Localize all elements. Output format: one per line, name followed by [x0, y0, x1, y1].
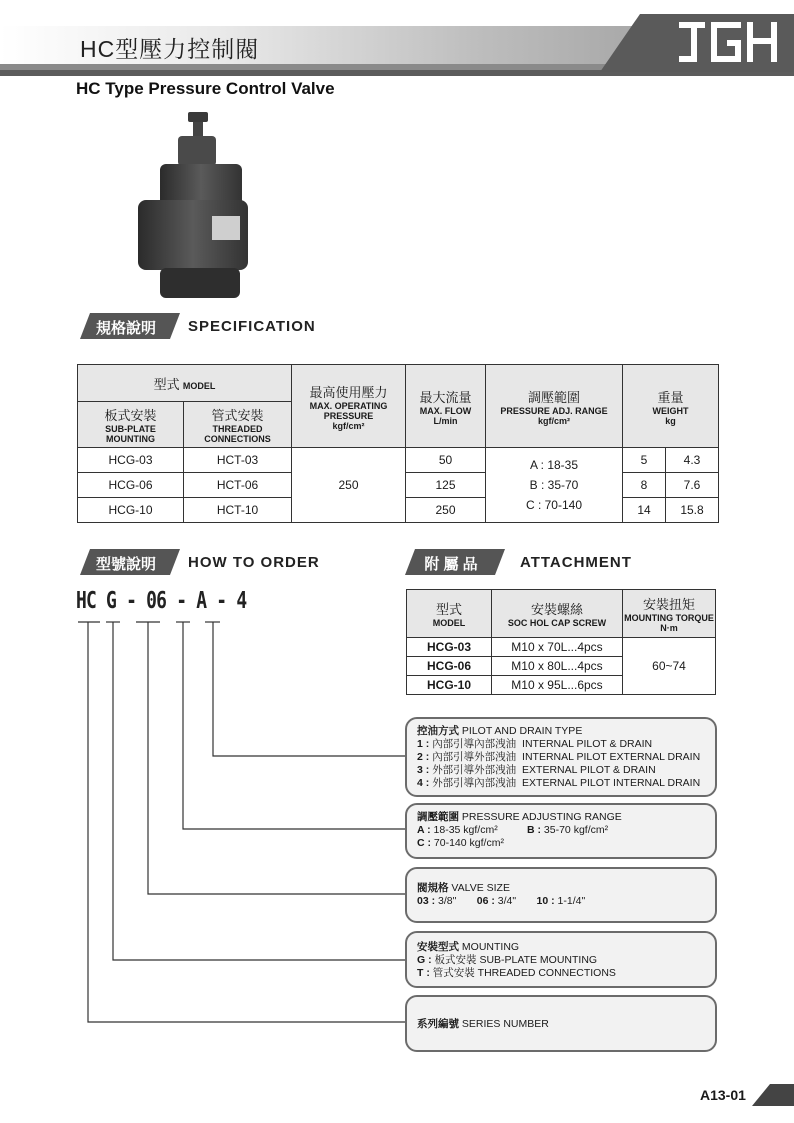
- spec-cell: 7.6: [666, 473, 719, 498]
- att-cell: M10 x 80L...4pcs: [492, 657, 623, 676]
- specification-tag-label: 規格說明: [95, 320, 156, 337]
- mounting-title-zh: 安裝型式: [417, 941, 459, 953]
- spec-flow-unit: L/min: [433, 415, 458, 426]
- callout-pressure-range: [405, 803, 717, 859]
- spec-model-header-en: MODEL: [182, 380, 216, 391]
- pressure-title-en: PRESSURE ADJUSTING RANGE: [461, 811, 622, 823]
- spec-threaded-header-zh: 管式安裝: [211, 408, 264, 423]
- att-torque-header-en: MOUNTING TORQUE: [624, 613, 714, 623]
- spec-cell: 5: [623, 448, 666, 473]
- page-number: A13-01: [700, 1087, 746, 1103]
- mounting-title-en: MOUNTING: [461, 941, 520, 953]
- spec-range-unit: kgf/cm²: [537, 415, 570, 426]
- mounting-g-row: G : 板式安裝 SUB-PLATE MOUNTING: [417, 954, 598, 966]
- callout-mounting: [405, 931, 717, 988]
- series-title-zh: 系列編號: [417, 1018, 459, 1030]
- spec-model-header-zh: 型式: [153, 376, 180, 392]
- spec-cell: 8: [623, 473, 666, 498]
- spec-cell: HCT-03: [184, 448, 292, 473]
- spec-weight-unit: kg: [665, 415, 676, 426]
- spec-pressure-header-en2: PRESSURE: [323, 410, 374, 421]
- spec-range-header-zh: 調壓範圍: [527, 389, 580, 405]
- pressure-title-zh: 調壓範圍: [417, 811, 459, 823]
- att-torque-value: 60~74: [623, 638, 716, 695]
- att-torque-unit: N·m: [660, 623, 678, 633]
- pilot-item: 1 : 內部引導內部洩油 INTERNAL PILOT & DRAIN: [417, 738, 653, 750]
- att-screw-header-en: SOC HOL CAP SCREW: [507, 618, 607, 628]
- spec-flow-header-zh: 最大流量: [419, 389, 472, 405]
- how-to-order-tag-label: 型號說明: [95, 556, 156, 573]
- spec-cell: 15.8: [666, 498, 719, 523]
- pressure-c-row: C : 70-140 kgf/cm²: [417, 837, 504, 849]
- spec-cell: 125: [406, 473, 486, 498]
- size-title-en: VALVE SIZE: [451, 882, 510, 894]
- spec-threaded-header-en1: THREADED: [212, 424, 263, 434]
- pilot-title-zh: 控油方式: [417, 725, 459, 737]
- spec-cell: HCG-06: [78, 473, 184, 498]
- how-to-order-title: HOW TO ORDER: [188, 554, 320, 571]
- spec-cell: HCG-03: [78, 448, 184, 473]
- specification-title: SPECIFICATION: [188, 318, 316, 335]
- spec-pressure-header-zh: 最高使用壓力: [309, 384, 388, 400]
- att-cell: HCG-06: [407, 657, 492, 676]
- att-cell: M10 x 70L...4pcs: [492, 638, 623, 657]
- spec-cell: 50: [406, 448, 486, 473]
- spec-cell: 250: [406, 498, 486, 523]
- spec-range-header-en: PRESSURE ADJ. RANGE: [500, 405, 608, 416]
- spec-subplate-header-en1: SUB-PLATE: [105, 424, 156, 434]
- pilot-item: 3 : 外部引導外部洩油 EXTERNAL PILOT & DRAIN: [417, 764, 656, 776]
- series-title-en: SERIES NUMBER: [461, 1018, 549, 1030]
- pilot-title-en: PILOT AND DRAIN TYPE: [461, 725, 583, 737]
- spec-threaded-header-en2: CONNECTIONS: [204, 434, 271, 444]
- att-cell: M10 x 95L...6pcs: [492, 676, 623, 695]
- spec-pressure-unit: kgf/cm²: [332, 420, 365, 431]
- attachment-title: ATTACHMENT: [520, 554, 632, 571]
- spec-subplate-header-zh: 板式安裝: [104, 408, 157, 423]
- pilot-item: 4 : 外部引導內部洩油 EXTERNAL PILOT INTERNAL DRAIN: [417, 777, 701, 789]
- spec-flow-header-en: MAX. FLOW: [419, 405, 472, 416]
- spec-weight-header-zh: 重量: [657, 389, 684, 405]
- spec-range-a: A : 18-35: [529, 458, 579, 472]
- attachment-table: [406, 589, 716, 695]
- spec-cell: HCG-10: [78, 498, 184, 523]
- att-torque-header-zh: 安裝扭矩: [642, 597, 695, 612]
- att-cell: HCG-10: [407, 676, 492, 695]
- attachment-tag-label: 附 屬 品: [424, 556, 478, 573]
- att-screw-header-zh: 安裝螺絲: [530, 602, 583, 617]
- order-code: HC G - 06 - A - 4: [76, 588, 247, 614]
- spec-cell: 4.3: [666, 448, 719, 473]
- spec-cell: HCT-06: [184, 473, 292, 498]
- att-model-header-en: MODEL: [432, 618, 466, 628]
- callout-pilot-drain: [405, 717, 717, 797]
- page-title-zh: HC型壓力控制閥: [80, 36, 260, 62]
- pilot-item: 2 : 內部引導外部洩油 INTERNAL PILOT EXTERNAL DRAIN: [417, 751, 701, 763]
- spec-pressure-header-en1: MAX. OPERATING: [309, 400, 388, 411]
- callout-series: [405, 995, 717, 1052]
- spec-cell: 14: [623, 498, 666, 523]
- pressure-ab-row: A : 18-35 kgf/cm² B : 35-70 kgf/cm²: [417, 824, 609, 836]
- page-title-en: HC Type Pressure Control Valve: [76, 79, 335, 98]
- spec-max-pressure: 250: [292, 448, 406, 523]
- spec-subplate-header-en2: MOUNTING: [106, 434, 155, 444]
- att-cell: HCG-03: [407, 638, 492, 657]
- size-title-zh: 閥規格: [417, 882, 449, 894]
- att-model-header-zh: 型式: [435, 602, 462, 617]
- spec-range-b: B : 35-70: [529, 478, 579, 492]
- spec-range-c: C : 70-140: [525, 498, 583, 512]
- size-row: 03 : 3/8" 06 : 3/4" 10 : 1-1/4": [417, 895, 586, 907]
- mounting-t-row: T : 管式安裝 THREADED CONNECTIONS: [417, 967, 616, 979]
- spec-weight-header-en: WEIGHT: [652, 405, 689, 416]
- page-number-tab: [752, 1084, 794, 1106]
- spec-cell: HCT-10: [184, 498, 292, 523]
- callout-valve-size: [405, 867, 717, 923]
